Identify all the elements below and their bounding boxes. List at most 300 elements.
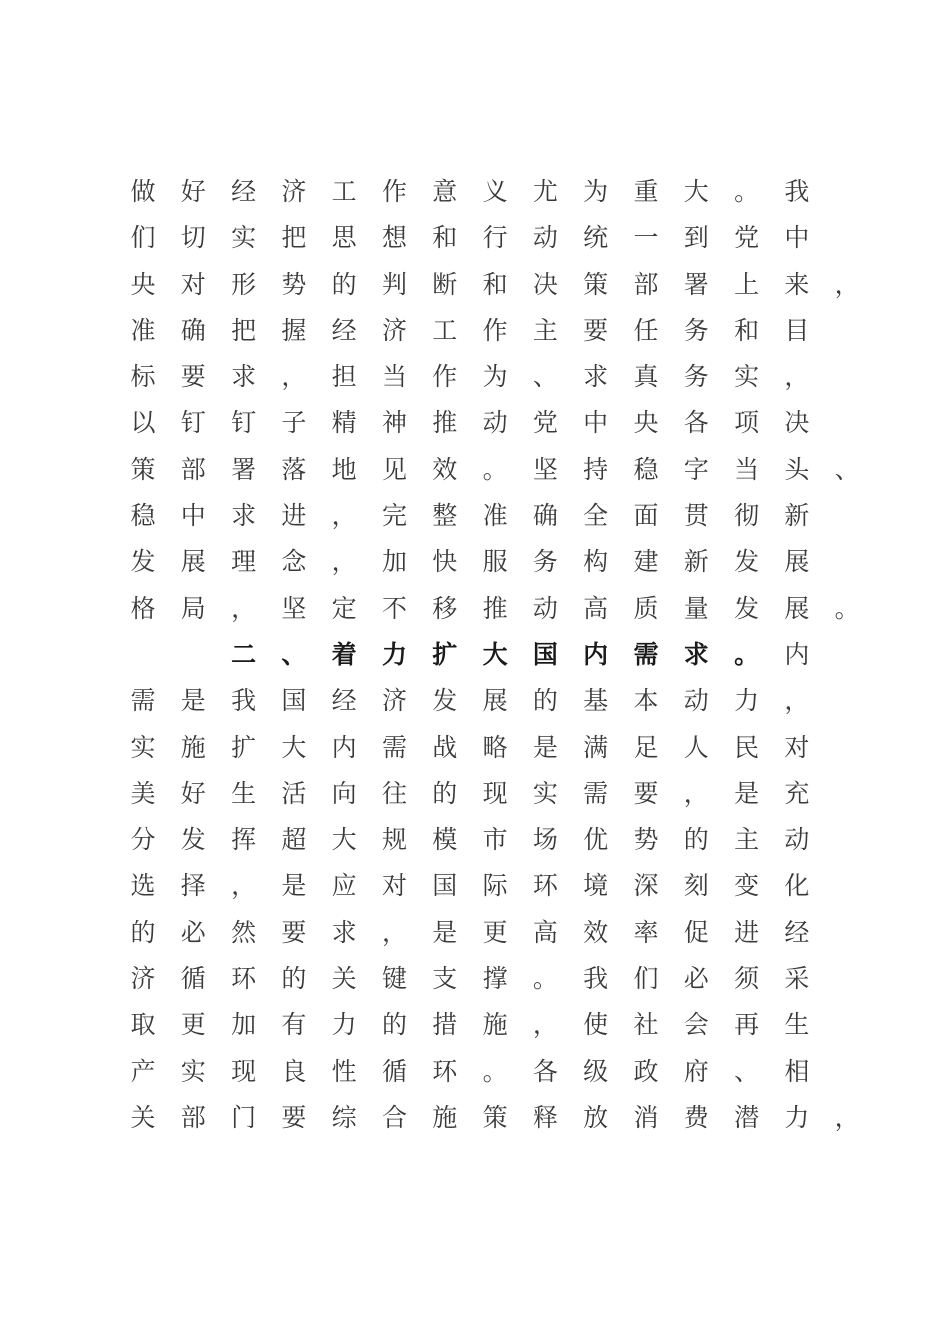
char: 质	[633, 593, 659, 623]
char: 坚	[281, 593, 307, 623]
char: 部	[180, 1102, 206, 1132]
char: 往	[381, 778, 407, 808]
char: 内	[331, 732, 357, 762]
char: ，	[834, 1102, 860, 1132]
char: 人	[683, 732, 709, 762]
char: 是	[180, 686, 206, 716]
char: 产	[130, 1056, 156, 1086]
char: 各	[532, 1056, 558, 1086]
char: 求	[231, 501, 257, 531]
char: ，	[231, 593, 257, 623]
char: 选	[130, 871, 156, 901]
char: 。	[734, 177, 760, 206]
char: 有	[281, 1010, 307, 1040]
char: 以	[130, 408, 156, 438]
char: 循	[381, 1056, 407, 1086]
char: 经	[231, 177, 257, 206]
char: 把	[281, 223, 307, 253]
char: 和	[482, 269, 508, 299]
char: 不	[381, 593, 407, 623]
char: 、	[734, 1056, 760, 1086]
text-line	[128, 681, 938, 727]
char: 高	[532, 917, 558, 947]
char: 、	[281, 639, 307, 669]
text-line	[128, 403, 938, 449]
char: 求	[331, 917, 357, 947]
char: 力	[381, 639, 407, 669]
char: 署	[231, 454, 257, 484]
char: 率	[633, 917, 659, 947]
char: 行	[482, 223, 508, 253]
char: 子	[281, 408, 307, 438]
char: 需	[381, 732, 407, 762]
char: 放	[583, 1102, 609, 1132]
char: 重	[633, 177, 659, 206]
char: 标	[130, 362, 156, 392]
text-line	[128, 542, 938, 588]
char: 和	[734, 315, 760, 345]
char: 环	[231, 964, 257, 994]
char: 和	[432, 223, 458, 253]
char: 统	[583, 223, 609, 253]
char: ，	[784, 686, 810, 716]
char: 见	[381, 454, 407, 484]
char: ，	[381, 917, 407, 947]
char: 策	[130, 454, 156, 484]
char: 的	[130, 917, 156, 947]
text-line	[128, 774, 938, 820]
char: 目	[784, 315, 810, 345]
char: 中	[583, 408, 609, 438]
char: 力	[734, 686, 760, 716]
char: 持	[583, 454, 609, 484]
char: 实	[532, 778, 558, 808]
char: 更	[482, 917, 508, 947]
char: 展	[784, 593, 810, 623]
char: 央	[633, 408, 659, 438]
char: 我	[231, 686, 257, 716]
char: 精	[331, 408, 357, 438]
char: 经	[331, 315, 357, 345]
char: 新	[784, 501, 810, 531]
char: 实	[734, 362, 760, 392]
char: 的	[331, 269, 357, 299]
char: 施	[180, 732, 206, 762]
char: 动	[532, 593, 558, 623]
char: 深	[633, 871, 659, 901]
char: 发	[130, 547, 156, 577]
char: 施	[432, 1102, 458, 1132]
char: 政	[633, 1056, 659, 1086]
char: 国	[281, 686, 307, 716]
char: 采	[784, 964, 810, 994]
char: 扩	[231, 732, 257, 762]
char: 际	[482, 871, 508, 901]
char: 综	[331, 1102, 357, 1132]
char: 规	[381, 825, 407, 855]
char: 动	[683, 686, 709, 716]
char: 发	[734, 547, 760, 577]
char: 内	[784, 639, 810, 669]
char: ，	[532, 1010, 558, 1040]
char: 服	[482, 547, 508, 577]
char: 现	[231, 1056, 257, 1086]
text-line	[128, 357, 938, 403]
char: 刻	[683, 871, 709, 901]
char: 完	[381, 501, 407, 531]
char: 当	[381, 362, 407, 392]
char: 发	[180, 825, 206, 855]
char: 我	[784, 177, 810, 206]
text-line	[128, 450, 938, 496]
char: 大	[683, 177, 709, 206]
char: 们	[130, 223, 156, 253]
char: 中	[784, 223, 810, 253]
char: 钉	[180, 408, 206, 438]
char: 略	[482, 732, 508, 762]
char: 决	[784, 408, 810, 438]
char: 内	[583, 639, 609, 669]
char: 促	[683, 917, 709, 947]
char: 大	[331, 825, 357, 855]
text-line	[128, 218, 938, 264]
char: 力	[331, 1010, 357, 1040]
char: 部	[180, 454, 206, 484]
char: 各	[683, 408, 709, 438]
char: 施	[482, 1010, 508, 1040]
char: 释	[532, 1102, 558, 1132]
char: 必	[180, 917, 206, 947]
char: 超	[281, 825, 307, 855]
char: 确	[180, 315, 206, 345]
char: 意	[432, 177, 458, 206]
char: 需	[633, 639, 659, 669]
char: 国	[432, 871, 458, 901]
char: 会	[683, 1010, 709, 1040]
char: 费	[683, 1102, 709, 1132]
char: 们	[633, 964, 659, 994]
char: 发	[432, 686, 458, 716]
text-line	[128, 589, 938, 635]
text-line	[128, 496, 938, 542]
char: 作	[432, 362, 458, 392]
text-line	[128, 866, 938, 912]
char: 思	[331, 223, 357, 253]
char: 来	[784, 269, 810, 299]
char: 工	[432, 315, 458, 345]
char: 进	[734, 917, 760, 947]
char: 美	[130, 778, 156, 808]
char: 做	[130, 177, 156, 206]
char: 好	[180, 177, 206, 206]
char: 为	[583, 177, 609, 206]
char: 策	[482, 1102, 508, 1132]
text-line	[128, 1005, 938, 1051]
char: 准	[130, 315, 156, 345]
char: 的	[381, 1010, 407, 1040]
char: 量	[683, 593, 709, 623]
char: 经	[784, 917, 810, 947]
char: 支	[432, 964, 458, 994]
char: 。	[734, 639, 760, 669]
char: 大	[482, 639, 508, 669]
char: 要	[633, 778, 659, 808]
char: 到	[683, 223, 709, 253]
char: ，	[331, 547, 357, 577]
char: 局	[180, 593, 206, 623]
char: 更	[180, 1010, 206, 1040]
text-line	[128, 959, 938, 1005]
char: 稳	[633, 454, 659, 484]
char: 对	[784, 732, 810, 762]
char: 势	[633, 825, 659, 855]
char: 推	[432, 408, 458, 438]
char: 理	[231, 547, 257, 577]
char: 求	[231, 362, 257, 392]
char: 基	[583, 686, 609, 716]
char: 消	[633, 1102, 659, 1132]
char: 优	[583, 825, 609, 855]
char: 使	[583, 1010, 609, 1040]
char: 确	[532, 501, 558, 531]
char: 我	[583, 964, 609, 994]
text-line	[128, 265, 938, 311]
char: 动	[532, 223, 558, 253]
char: 键	[381, 964, 407, 994]
char: 要	[180, 362, 206, 392]
char: 相	[784, 1056, 810, 1086]
text-line	[128, 913, 938, 959]
char: 发	[734, 593, 760, 623]
char: 形	[231, 269, 257, 299]
char: 经	[331, 686, 357, 716]
char: 济	[281, 177, 307, 206]
char: 。	[532, 964, 558, 994]
char: 济	[381, 686, 407, 716]
char: 然	[231, 917, 257, 947]
text-line	[128, 172, 938, 218]
char: 担	[331, 362, 357, 392]
char: 为	[482, 362, 508, 392]
char: 定	[331, 593, 357, 623]
char: 稳	[130, 501, 156, 531]
text-line	[128, 1098, 938, 1144]
char: 断	[432, 269, 458, 299]
char: 工	[331, 177, 357, 206]
char: 力	[784, 1102, 810, 1132]
text-line	[128, 1052, 938, 1098]
char: 务	[532, 547, 558, 577]
char: 的	[683, 825, 709, 855]
char: 要	[281, 1102, 307, 1132]
char: 准	[482, 501, 508, 531]
char: 要	[281, 917, 307, 947]
char: 、	[834, 454, 860, 484]
char: 挥	[231, 825, 257, 855]
char: 作	[482, 315, 508, 345]
char: ，	[784, 362, 810, 392]
char: 是	[532, 732, 558, 762]
char: 实	[180, 1056, 206, 1086]
char: 需	[583, 778, 609, 808]
char: 加	[231, 1010, 257, 1040]
char: 钉	[231, 408, 257, 438]
char: 作	[381, 177, 407, 206]
body-text	[128, 172, 938, 1144]
char: 满	[583, 732, 609, 762]
char: 性	[331, 1056, 357, 1086]
char: ，	[683, 778, 709, 808]
char: 求	[683, 639, 709, 669]
char: 生	[784, 1010, 810, 1040]
char: 府	[683, 1056, 709, 1086]
char: 现	[482, 778, 508, 808]
char: 推	[482, 593, 508, 623]
char: 实	[130, 732, 156, 762]
char: 势	[281, 269, 307, 299]
char: 党	[532, 408, 558, 438]
char: 快	[432, 547, 458, 577]
char: 进	[281, 501, 307, 531]
char: 念	[281, 547, 307, 577]
char: ，	[281, 362, 307, 392]
char: 再	[734, 1010, 760, 1040]
char: 是	[734, 778, 760, 808]
char: 战	[432, 732, 458, 762]
char: 民	[734, 732, 760, 762]
char: 部	[633, 269, 659, 299]
char: 实	[231, 223, 257, 253]
char: 的	[281, 964, 307, 994]
char: 对	[180, 269, 206, 299]
char: 展	[784, 547, 810, 577]
char: 主	[532, 315, 558, 345]
char: 头	[784, 454, 810, 484]
char: 党	[734, 223, 760, 253]
char: 变	[734, 871, 760, 901]
char: ，	[331, 501, 357, 531]
char: ，	[834, 269, 860, 299]
char: 关	[331, 964, 357, 994]
char: 彻	[734, 501, 760, 531]
char: 活	[281, 778, 307, 808]
char: 充	[784, 778, 810, 808]
char: 。	[482, 454, 508, 484]
char: 措	[432, 1010, 458, 1040]
char: 应	[331, 871, 357, 901]
char: 门	[231, 1102, 257, 1132]
text-line	[128, 820, 938, 866]
char: 神	[381, 408, 407, 438]
char: 策	[583, 269, 609, 299]
char: 境	[583, 871, 609, 901]
char: 市	[482, 825, 508, 855]
char: 决	[532, 269, 558, 299]
char: 握	[281, 315, 307, 345]
char: 关	[130, 1102, 156, 1132]
char: 坚	[532, 454, 558, 484]
char: 展	[482, 686, 508, 716]
char: 求	[583, 362, 609, 392]
section-heading-line	[128, 635, 938, 681]
char: 全	[583, 501, 609, 531]
char: 环	[532, 871, 558, 901]
char: 效	[583, 917, 609, 947]
char: 上	[734, 269, 760, 299]
char: 良	[281, 1056, 307, 1086]
char: 中	[180, 501, 206, 531]
char: 的	[432, 778, 458, 808]
char: 地	[331, 454, 357, 484]
char: 场	[532, 825, 558, 855]
char: 格	[130, 593, 156, 623]
char: 动	[784, 825, 810, 855]
char: 是	[432, 917, 458, 947]
char: 效	[432, 454, 458, 484]
char: 、	[532, 362, 558, 392]
char: 须	[734, 964, 760, 994]
char: 扩	[432, 639, 458, 669]
char: 模	[432, 825, 458, 855]
char: 项	[734, 408, 760, 438]
char: 好	[180, 778, 206, 808]
char: 国	[532, 639, 558, 669]
char: 贯	[683, 501, 709, 531]
char: 构	[583, 547, 609, 577]
char: 必	[683, 964, 709, 994]
char: 级	[583, 1056, 609, 1086]
char: 真	[633, 362, 659, 392]
char: 。	[834, 593, 860, 623]
char: 分	[130, 825, 156, 855]
char: 是	[281, 871, 307, 901]
text-line	[128, 728, 938, 774]
char: 央	[130, 269, 156, 299]
char: 足	[633, 732, 659, 762]
char: 建	[633, 547, 659, 577]
char: 。	[482, 1056, 508, 1086]
char: 合	[381, 1102, 407, 1132]
char: 化	[784, 871, 810, 901]
char: 要	[583, 315, 609, 345]
char: 面	[633, 501, 659, 531]
char: 循	[180, 964, 206, 994]
char: 想	[381, 223, 407, 253]
char: 落	[281, 454, 307, 484]
char: 移	[432, 593, 458, 623]
char: 判	[381, 269, 407, 299]
char: 二	[231, 639, 257, 669]
char: 一	[633, 223, 659, 253]
char: 济	[381, 315, 407, 345]
char: 取	[130, 1010, 156, 1040]
char: 向	[331, 778, 357, 808]
char: 署	[683, 269, 709, 299]
char: 当	[734, 454, 760, 484]
char: 任	[633, 315, 659, 345]
char: 整	[432, 501, 458, 531]
char: 撑	[482, 964, 508, 994]
char: 着	[331, 639, 357, 669]
char: 字	[683, 454, 709, 484]
char: 把	[231, 315, 257, 345]
char: 社	[633, 1010, 659, 1040]
char: 务	[683, 315, 709, 345]
char: 高	[583, 593, 609, 623]
char: 大	[281, 732, 307, 762]
char: 尤	[532, 177, 558, 206]
char: 新	[683, 547, 709, 577]
